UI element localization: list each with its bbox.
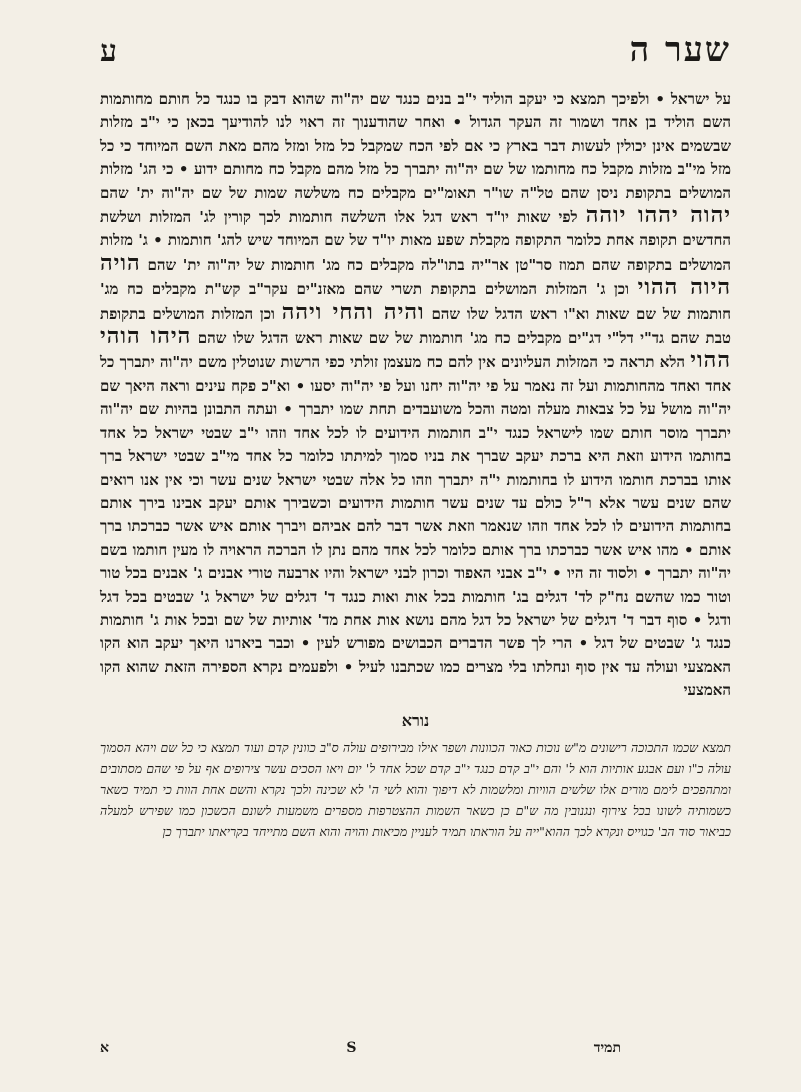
text-segment-1: על ישראל • ולפיכך תמצא כי יעקב הוליד י"ב בנים כנגד שם יה"וה שהוא דבק בו כנגד כל חותם מחותמות השם הוליד בן אחד ושמור זה העקר הגדול • ואחר שהודענוך זה ראוי לנו להודיעך בכאן כי י"ב מזלות שבשמים אינן יכולין לעשות דבר בארץ כי אם לפי הכח שמקבל כל מזל ומזל מהם מאת השם המיוחד כי כל מזל מי"ב מזלות מקבל כח מחותמו של שם יה"וה יתברך כל מזל מהם מקבל כח מחותם ידוע • כי הג' מזלות המושלים בתקופת ניסן שהם טל"ה שו"ר תאומ"ים מקבלים כח משלשה שמות של שם יה"וה ית' שהם	[100, 90, 731, 202]
main-paragraph	[100, 88, 731, 703]
divine-names-1: יהוה יההו יוהה	[585, 202, 731, 229]
text-segment-4: וכן המזלות המושלים בתקופת טבת שהם גד"י דל"י דג"ים מקבלים כח מג' חותמות של שם שאות ראש הדגל שלו שהם	[100, 304, 731, 348]
commentary-label: נורא	[401, 710, 430, 730]
signature-mark: S	[346, 1040, 357, 1056]
page-footer	[100, 1040, 621, 1057]
divine-names-3: והיה והחי ויהה	[281, 298, 425, 325]
text-segment-5: הלא תראה כי המזלות העליונים אין להם כח מעצמן זולתי כפי הרשות שנוטלין משם יה"וה יתברך כל אחד ואחד מהחותמות ועל זה נאמר על פי יה"וה יחנו ועל פי יה"וה יסעו • וא"כ פקח עינים וראה היאך שם יה"וה מושל על כל צבאות מעלה ומטה והכל משועבדים תחת שמו יתברך • ועתה התבונן בהיות שם יה"וה יתברך מוסר חותם שמו לישראל כנגד י"ב חותמות הידועים לו לכל אחד וזהו י"ב שבטי ישראל כל אחד בחותמו הידוע וזאת היא ברכת יעקב שברך את בניו סמוך למיתתו כלומר כל אחד מי"ב שבטי ישראל ברך אותו בברכת חותמו הידוע לו בחותמות י"ה יתברך וזהו כל אלה שבטי ישראל שנים עשר וכי אין אנו רואים שהם שנים עשר אלא ר"ל כולם עד שנים עשר חותמות הידועים וכשבירך אותם יעקב אבינו בירך אותם בחותמות הידועים לו לכל אחד וזהו שנאמר וזאת אשר דבר להם אביהם ויברך אותם איש אשר כברכתו ברך אותם • מהו איש אשר כברכתו ברך אותם כלומר לכל אחד מהם נתן לו הברכה הראויה לו מעין חותמו בשם יה"וה יתברך • ולסוד זה היו • י"ב אבני האפוד וכרון לבני ישראל והיו ארבעה טורי אבנים ג' אבנים בכל טור וטור כמו שהשם נח"ק לד' דגלים בג' חותמות בכל אות ואות כנגד ד' דגלים של ישראל ג' שבטים בכל דגל ודגל • סוף דבר ד' דגלים של ישראל כל דגל מהם נושא אות אחת מד' אותיות של שם ובכל אות ג' חותמות כנגד ג' שבטים של דגל • הרי לך פשר הדברים הכבושים מפורש לעין • וכבר ביארנו היאך יעקב הוא הקו האמצעי ועולה עד אין סוף ונחלתו בלי מצרים כמו שכתבנו לעיל • ולפעמים נקרא הספירה הזאת שהוא הקו האמצעי	[100, 353, 731, 700]
divine-names-4: היהו הוהי ההוי	[100, 323, 731, 374]
catchword: תמיד	[593, 1040, 621, 1056]
page-title: שער ה	[629, 30, 731, 70]
leaf-number: ע	[100, 34, 117, 69]
text-segment-3: וכן ג' המזלות המושלים בתקופת תשרי שהם מאזנ"ים עקר"ב קש"ת מקבלים כח מג' חותמות של שם שאות וא"ו ראש הדגל שלו שהם	[100, 280, 731, 323]
commentary-paragraph: תמצא שכמו התכוכה רישונים מ"ש נוכות כאור הכוונות ושפר אילו מבירופים עולה ס"ב כוונין קדם ועוד תמצא כי כל שם ויהא הסמוך עולה כ"ו ועם אבגע אותיות הוא ל' והם י"ב קדם כנגד י"ב קדם שכל אחד ל' יום ויאו הסכים עשר צירופים אף על פי שהם מסתובים ומתהפכים לימם מורים אלו שלשים הוויות ומלשמות לא דיפוך והוא לשי ה' לא שכינה ולכך נקרא והשם אחת הוות כי תמיד כשאר כשמותיה לשונו בכל צירוף ונגנובין מה ש"ם כן כשאר השמות ההצטרפות מספרים משמעות לשונם הכשכון כמו שפירש למעלה כביאור סוד הב' כגוייס ונקרא לכך ההוא"ייה על הוראתו תמיד לעניין מכיאות והויה והוא השם מתייחד בקריאתו יתברך כן	[100, 739, 731, 839]
text-segment-2: לפי שאות יו"ד ראש דגל אלו השלשה חותמות לכך קורין לג' המזלות ושלשת החדשים תקופה אחת כלומר התקופה מקבלת שפע מאות יו"ד של שם המיוחד שיש להג' חותמות • ג' מזלות המושלים בתקופה שהם תמוז סר"טן אר"יה בתו"לה מקבלים כח מג' חותמות של יה"וה ית' שהם	[100, 208, 731, 274]
main-text	[100, 88, 731, 703]
signature-letter: א	[100, 1040, 109, 1056]
page-header	[100, 30, 731, 74]
divine-names-2: הויה היוה ההוי	[100, 249, 731, 301]
commentary-text	[100, 737, 731, 842]
